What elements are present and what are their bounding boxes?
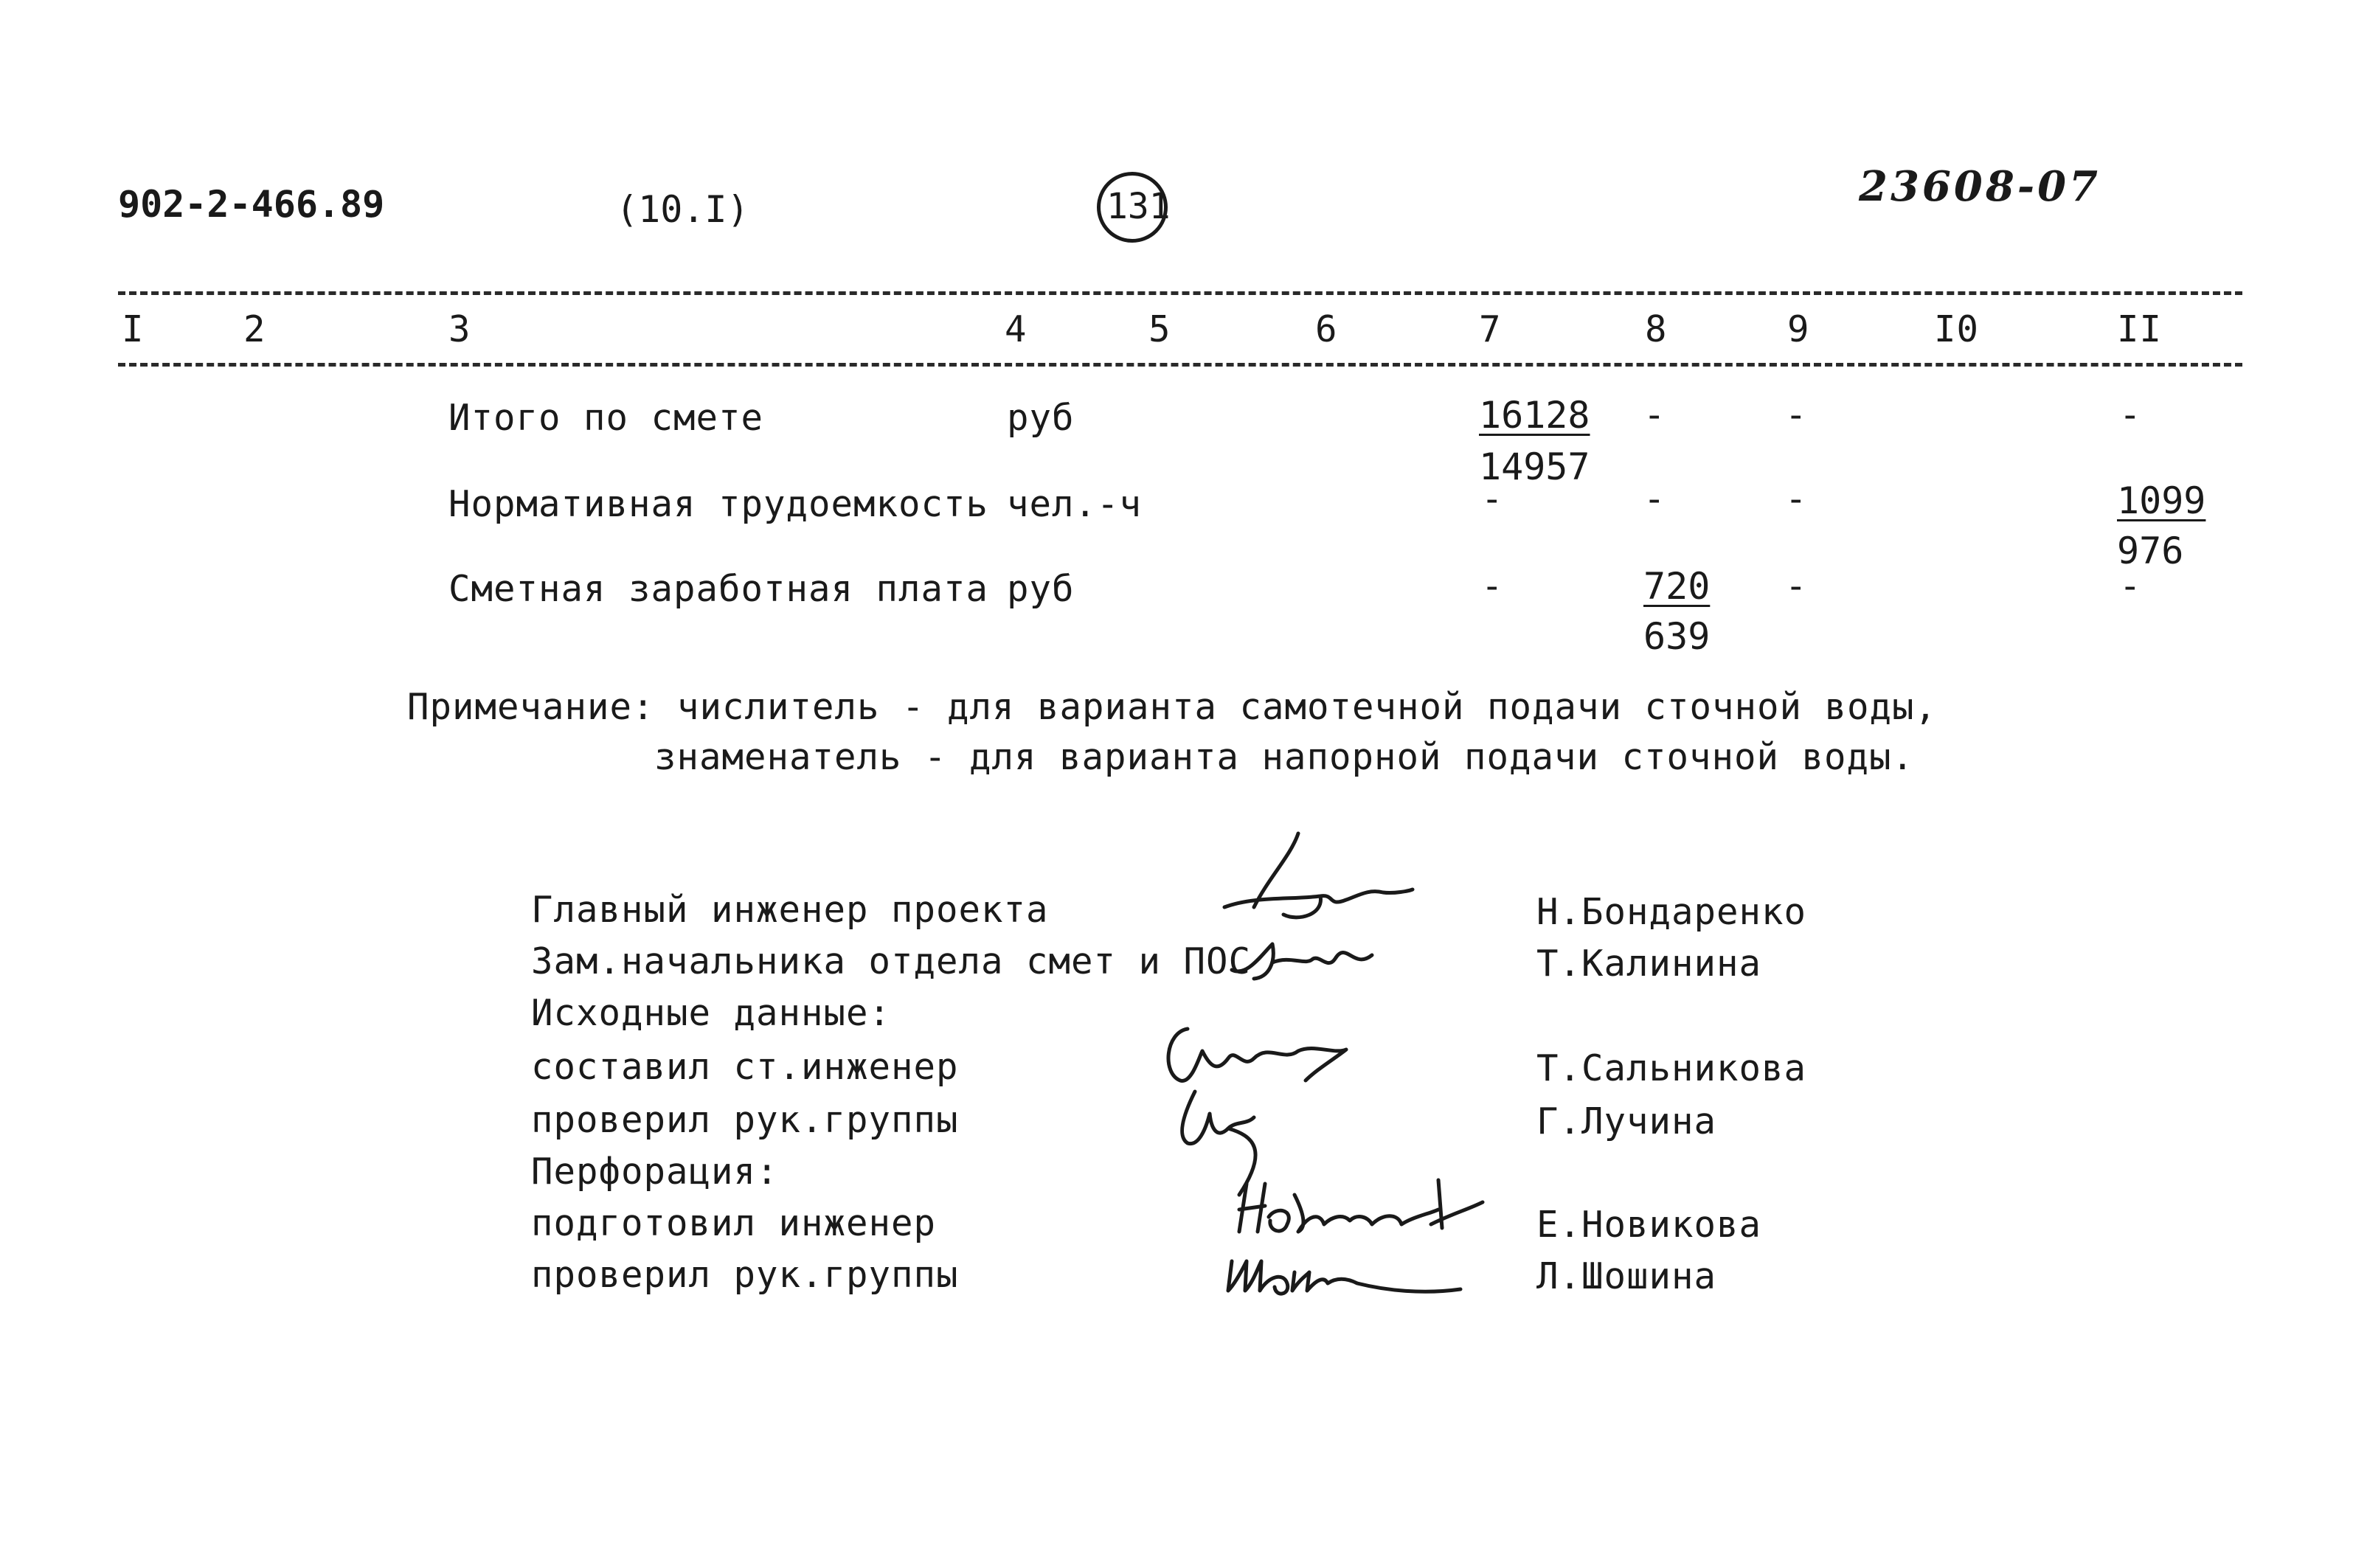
signature-person: Л.Шошина	[1536, 1255, 1717, 1297]
signature-person: Г.Лучина	[1536, 1100, 1717, 1142]
col11-value: -	[2119, 565, 2142, 607]
section-label: Перфорация:	[531, 1151, 779, 1193]
document-code: 902-2-466.89	[118, 183, 385, 226]
col11-numerator: 1099	[2117, 479, 2206, 522]
note-line-1: Примечание: числитель - для варианта самотечной подачи сточной воды,	[407, 686, 1938, 728]
row-unit: руб	[1007, 397, 1075, 439]
section-label: Исходные данные:	[531, 992, 892, 1034]
column-header: 9	[1787, 308, 1810, 350]
section-number: (10.I)	[616, 188, 749, 231]
table-header-rule	[118, 363, 2242, 367]
col7-numerator: 16128	[1479, 394, 1590, 437]
column-header: I	[122, 308, 145, 350]
row-name: Сметная заработная плата	[448, 568, 989, 610]
column-header: 4	[1005, 308, 1028, 350]
signature-novikova	[1224, 1173, 1490, 1246]
col7-value: -	[1481, 478, 1504, 520]
row-unit: руб	[1007, 568, 1075, 610]
column-header: 2	[243, 308, 266, 350]
col9-value: -	[1785, 478, 1808, 520]
signature-person: Т.Сальникова	[1536, 1047, 1807, 1089]
table-top-rule	[118, 291, 2242, 295]
signature-role: проверил рук.группы	[531, 1254, 959, 1296]
signature-salnikova	[1158, 1014, 1365, 1095]
col7-denominator: 14957	[1479, 445, 1590, 488]
signature-person: Т.Калинина	[1536, 943, 1762, 985]
signature-shoshina	[1217, 1239, 1468, 1305]
signature-bondarenko	[1210, 826, 1416, 937]
signature-kalinina	[1224, 926, 1379, 992]
note-line-2: знаменатель - для варианта напорной подачи сточной воды.	[654, 736, 1915, 778]
signature-person: Н.Бондаренко	[1536, 891, 1807, 933]
col8-numerator: 720	[1643, 565, 1711, 608]
column-header: 5	[1148, 308, 1171, 350]
row-name: Нормативная трудоемкость	[448, 483, 989, 525]
signature-role: проверил рук.группы	[531, 1099, 959, 1141]
row-unit: чел.-ч	[1007, 483, 1143, 525]
row-name: Итого по смете	[448, 397, 764, 439]
page-number: 131	[1106, 186, 1171, 227]
signature-role: составил ст.инженер	[531, 1046, 959, 1088]
signature-role: подготовил инженер	[531, 1202, 937, 1244]
column-header: I0	[1934, 308, 1980, 350]
col9-value: -	[1785, 565, 1808, 607]
col11-value: -	[2119, 394, 2142, 436]
column-header: 3	[448, 308, 471, 350]
col8-denominator: 639	[1643, 615, 1711, 658]
col9-value: -	[1785, 394, 1808, 436]
col8-value: -	[1643, 478, 1666, 520]
signature-role: Зам.начальника отдела смет и ПОС	[531, 940, 1252, 982]
handwritten-code: 23608-07	[1859, 162, 2101, 211]
column-header: 6	[1315, 308, 1338, 350]
signature-role: Главный инженер проекта	[531, 889, 1049, 931]
col7-value: -	[1481, 565, 1504, 607]
col11-denominator: 976	[2117, 530, 2184, 572]
signature-person: Е.Новикова	[1536, 1204, 1762, 1246]
col8-value: -	[1643, 394, 1666, 436]
column-header: II	[2117, 308, 2163, 350]
column-header: 7	[1479, 308, 1502, 350]
column-header: 8	[1645, 308, 1668, 350]
